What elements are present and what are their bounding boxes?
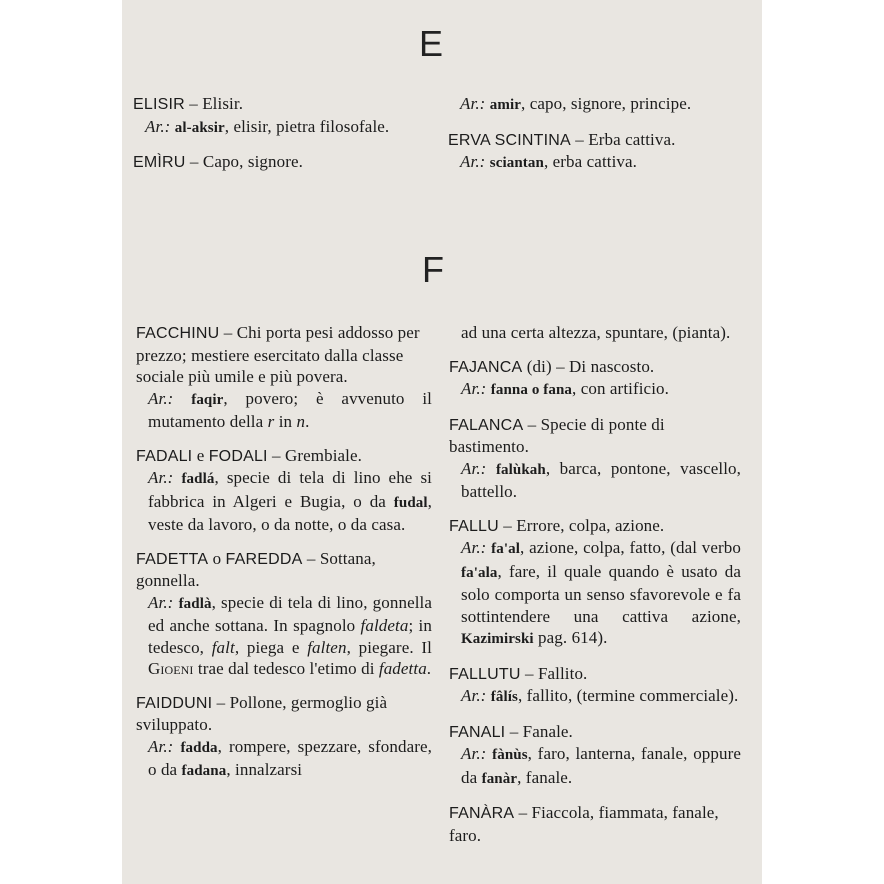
headword: FANÀRA — [449, 805, 515, 822]
arabic-term: fâlís — [490, 689, 518, 705]
arabic-term: fanàr — [481, 770, 518, 787]
section-letter-e: E — [419, 23, 444, 64]
arabic-term: fa'al — [491, 541, 521, 557]
entry-fadali: FADALI e FODALI – Grembiale. Ar.: fadlá, specie di tela di lino ehe si fabbrica in Algeri e Bugia, o da fudal, veste da lavoro, o da notte, o da casa. — [136, 445, 432, 534]
headword: FACCHINU — [136, 325, 220, 342]
headword: FANALI — [449, 723, 506, 741]
definition: Erba cattiva. — [588, 129, 676, 149]
headword: FALLU — [449, 517, 499, 535]
arabic-term: fadda — [180, 739, 218, 756]
headword: FADETTA — [136, 550, 209, 568]
definition: – Specie di ponte di bastimento. — [449, 414, 665, 456]
arabic-term: fudal — [393, 494, 428, 511]
definition: Capo, signore. — [202, 152, 303, 171]
reference-author: Kazimirski — [461, 631, 534, 647]
section-letter-f: F — [422, 249, 444, 290]
headword: FALLUTU — [449, 665, 521, 683]
headword: ELISIR — [133, 96, 185, 113]
definition: – Pollone, germoglio già sviluppato. — [136, 692, 388, 734]
entry-fanara — [449, 802, 741, 846]
headword: EMÌRU — [133, 154, 186, 171]
definition: – Sottana, gonnella. — [136, 548, 376, 590]
entry-emiru-continued: Ar.: amir, capo, signore, principe. — [460, 94, 692, 113]
book-page — [122, 0, 762, 884]
arabic-term: faqir — [191, 391, 224, 408]
entry-fajanca: FAJANCA (di) – Di nascosto. Ar.: fanna o fana, con artificio. — [449, 356, 669, 398]
definition: Elisir. — [202, 94, 244, 113]
definition: – Grembiale. — [267, 445, 362, 465]
entry-fadetta: FADETTA o FAREDDA – Sottana, gonnella. Ar.: fadlà, specie di tela di lino, gonnella ed anche sottana. In spagnolo faldeta; in tedesco, falt, piega e falten, piegare. Il Gioeni trae dal tedesco l'etimo di fadetta. — [136, 548, 433, 678]
entry-elisir: ELISIR – Elisir. Ar.: al-aksir, elisir, pietra filosofale. — [133, 94, 390, 136]
arabic-term: fadlà — [178, 595, 212, 612]
arabic-term: fànùs — [492, 747, 528, 763]
entry-facchinu: FACCHINU – Chi porta pesi addosso per prezzo; mestiere esercitato dalla classe sociale più umile e più povera. Ar.: faqir, povero; è avvenuto il mutamento della r in n. — [136, 323, 432, 431]
definition: – Chi porta pesi addosso per prezzo; mestiere esercitato dalla classe sociale più umile e più povera. — [136, 323, 420, 386]
headword: ERVA SCINTINA — [448, 131, 571, 149]
definition: – Fiaccola, fiammata, fanale, faro. — [449, 803, 719, 845]
entry-fanali: FANALI – Fanale. Ar.: fànùs, faro, lanterna, fanale, oppure da fanàr, fanale. — [449, 721, 741, 787]
arabic-term: fa'ala — [461, 564, 498, 581]
section-f-right-column — [449, 322, 741, 858]
definition: – Errore, colpa, azione. — [498, 515, 665, 535]
section-f-left-column — [136, 322, 432, 795]
definition: (di) – Di nascosto. — [522, 356, 655, 376]
arabic-term: al-aksir — [174, 119, 225, 136]
entry-emiru: EMÌRU – Capo, signore. — [133, 152, 303, 171]
headword: FAJANCA — [449, 358, 523, 376]
entry-falanca: FALANCA – Specie di ponte di bastimento. Ar.: falùkah, barca, pontone, vascello, battello. — [449, 414, 741, 501]
entry-faidduni-continued: ad una certa altezza, spuntare, (pianta). — [461, 323, 731, 342]
entry-fallutu: FALLUTU – Fallito. Ar.: fâlís, fallito, (termine commerciale). — [449, 663, 739, 705]
section-e-left-column — [133, 93, 431, 186]
arabic-term: fanna o fana — [490, 382, 573, 398]
arabic-term: sciantan — [489, 155, 544, 171]
headword: FALANCA — [449, 416, 524, 434]
definition: – Fallito. — [520, 663, 588, 683]
entry-erva-scintina: ERVA SCINTINA – Erba cattiva. Ar.: sciantan, erba cattiva. — [448, 129, 676, 171]
section-e-right-column — [448, 93, 740, 187]
headword: FAIDDUNI — [136, 694, 213, 712]
definition: – Fanale. — [505, 721, 573, 741]
headword-variant: FAREDDA — [225, 550, 303, 568]
arabic-term: fadlá — [181, 471, 215, 487]
headword: FADALI — [136, 447, 193, 465]
arabic-term: amir — [489, 97, 522, 113]
entry-faidduni: FAIDDUNI – Pollone, germoglio già sviluppato. Ar.: fadda, rompere, spezzare, sfondare, o da fadana, innalzarsi — [136, 692, 432, 779]
entry-fallu: FALLU – Errore, colpa, azione. Ar.: fa'al, azione, colpa, fatto, (dal verbo fa'ala, fare, il quale quando è usato da solo comporta un senso sfavorevole e fa sottintendere una cattiva azione, Kazimirski pag. 614). — [449, 515, 741, 647]
headword-variant: FODALI — [208, 447, 268, 465]
arabic-term: fadana — [181, 763, 227, 779]
arabic-term: falùkah — [495, 461, 546, 478]
